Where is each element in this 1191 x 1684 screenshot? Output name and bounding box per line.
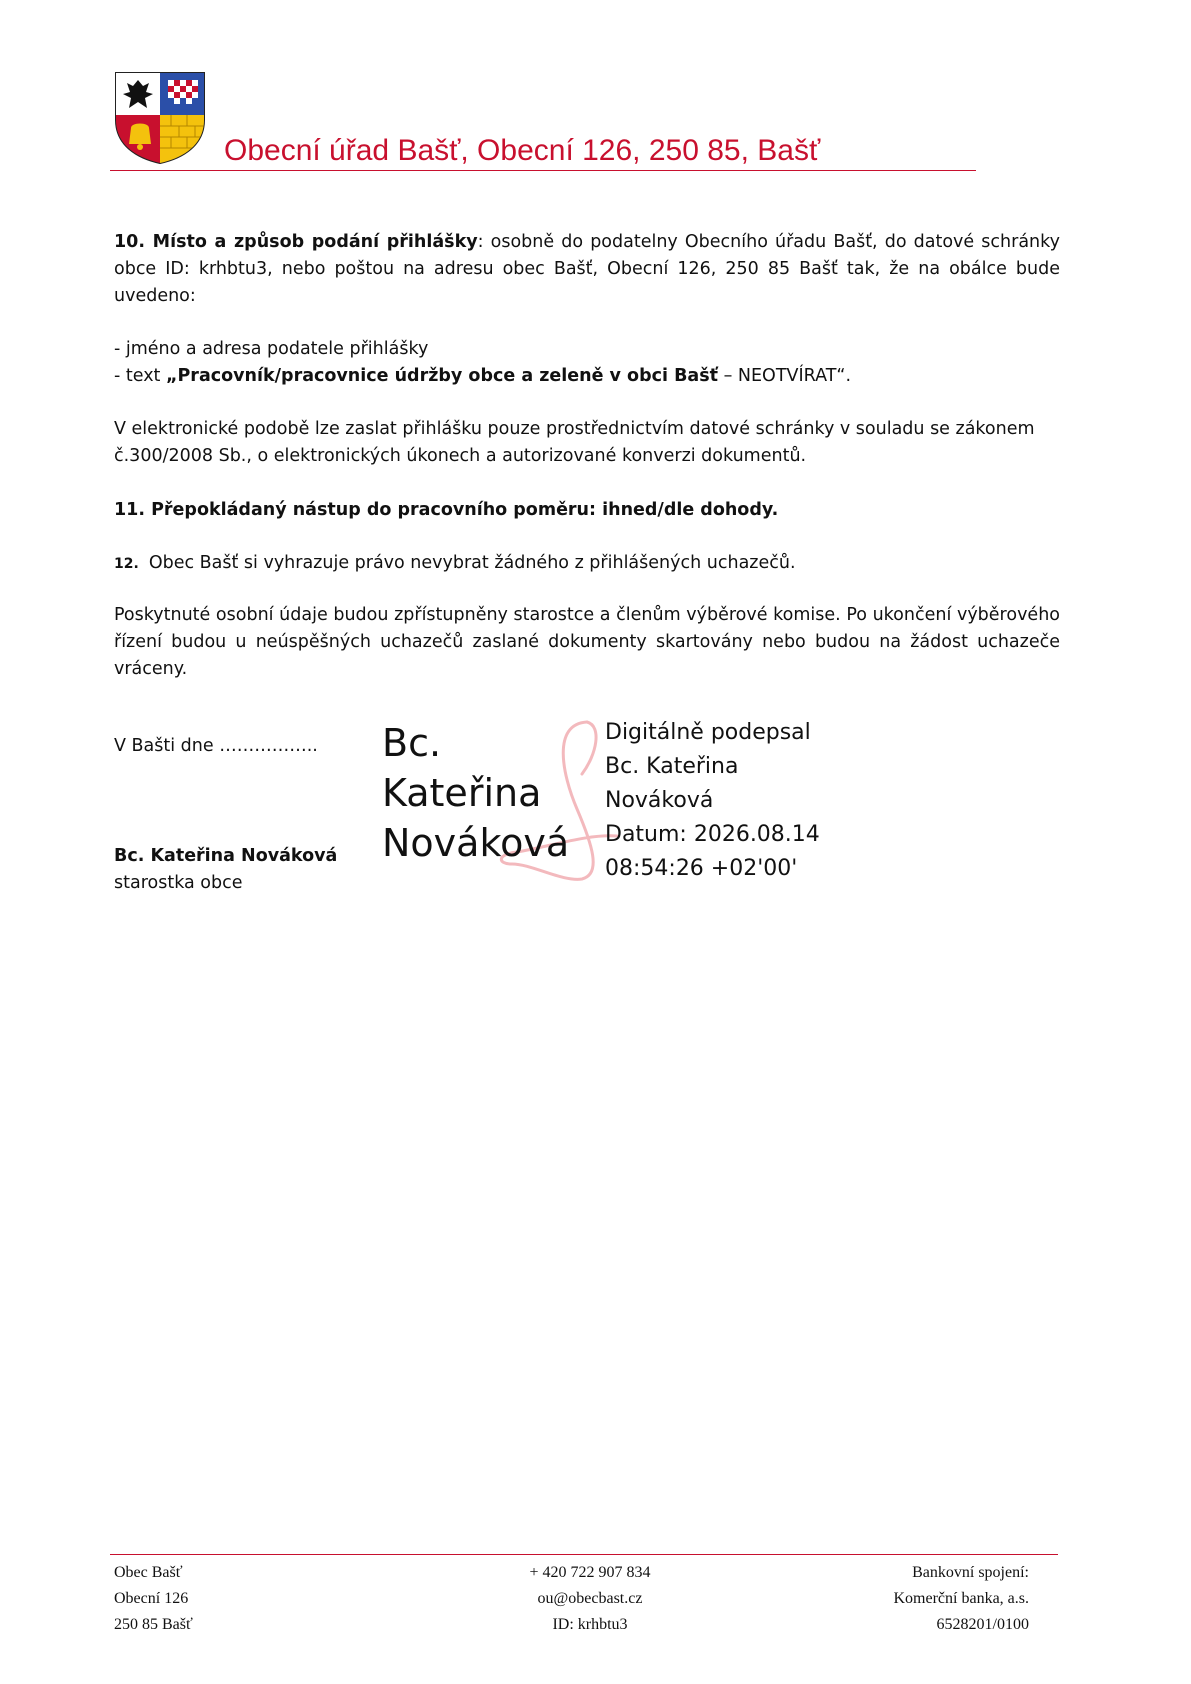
footer-line: Obec Bašť [114, 1564, 183, 1581]
footer-databox-id: ID: krhbtu3 [552, 1616, 628, 1633]
section-12-text: Obec Bašť si vyhrazuje právo nevybrat žádného z přihlášených uchazečů. [148, 553, 796, 573]
section-11-text: 11. Přepokládaný nástup do pracovního poměru: ihned/dle dohody. [114, 500, 779, 520]
footer-line: Bankovní spojení: [912, 1564, 1029, 1581]
footer-line: 6528201/0100 [936, 1616, 1029, 1633]
signature-detail-line: Datum: 2026.08.14 [605, 822, 820, 847]
digital-signature-details [605, 716, 820, 886]
footer-bank [893, 1560, 1029, 1638]
footer-phone: + 420 722 907 834 [529, 1564, 651, 1581]
footer-address [114, 1560, 193, 1638]
coat-of-arms-icon [113, 70, 207, 164]
place-date-line: V Bašti dne …………….. [114, 736, 318, 756]
signature-name-large [382, 718, 569, 868]
signature-name-line: Nováková [382, 821, 570, 865]
personal-data-paragraph: Poskytnuté osobní údaje budou zpřístupněny starostce a členům výběrové komise. Po ukončení výběrového řízení budou u neúspěšných uchazečů zaslané dokumenty skartovány nebo budou na žádost uchazeče vráceny. [114, 605, 1060, 679]
section-12-number: 12. [114, 556, 139, 572]
signature-detail-line: Nováková [605, 788, 714, 813]
list-item [114, 363, 1060, 390]
section-11-paragraph [114, 497, 1060, 524]
list-item-bold: „Pracovník/pracovnice údržby obce a zeleně v obci Bašť [165, 366, 719, 386]
signature-detail-line: 08:54:26 +02'00' [605, 856, 798, 881]
section-10-paragraph [114, 229, 1060, 310]
footer-line: 250 85 Bašť [114, 1616, 193, 1633]
electronic-submission-paragraph: V elektronické podobě lze zaslat přihlášku pouze prostřednictvím datové schránky v souladu se zákonem č.300/2008 Sb., o elektronických úkonech a autorizované konverzi dokumentů. [114, 419, 1035, 466]
list-item-suffix: – NEOTVÍRAT“. [718, 366, 852, 386]
signature-name-line: Bc. [382, 721, 442, 765]
section-12-paragraph [114, 550, 1060, 578]
signature-name-line: Kateřina [382, 771, 542, 815]
footer-email: ou@obecbast.cz [537, 1590, 643, 1607]
footer-line: Obecní 126 [114, 1590, 189, 1607]
signer-role: starostka obce [114, 873, 243, 893]
signer-name: Bc. Kateřina Nováková [114, 846, 338, 866]
footer-line: Komerční banka, a.s. [893, 1590, 1029, 1607]
envelope-list [114, 336, 1060, 390]
header-divider [110, 170, 976, 171]
footer-divider [110, 1554, 1058, 1555]
footer-contact [480, 1560, 700, 1638]
page-title: Obecní úřad Bašť, Obecní 126, 250 85, Bašť [224, 134, 821, 167]
section-10-text: : osobně do podatelny Obecního úřadu Bašť, do datové schránky obce ID: krhbtu3, nebo poštou na adresu obec Bašť, Obecní 126, 250 85 Bašť tak, že na obálce bude uvedeno: [114, 232, 1061, 306]
section-10-number: 10. [114, 232, 146, 252]
signature-detail-line: Digitálně podepsal [605, 720, 811, 745]
signature-detail-line: Bc. Kateřina [605, 754, 739, 779]
list-item: - jméno a adresa podatele přihlášky [114, 339, 429, 359]
section-10-heading: Místo a způsob podání přihlášky [152, 232, 478, 252]
list-item-prefix: - text [114, 366, 166, 386]
